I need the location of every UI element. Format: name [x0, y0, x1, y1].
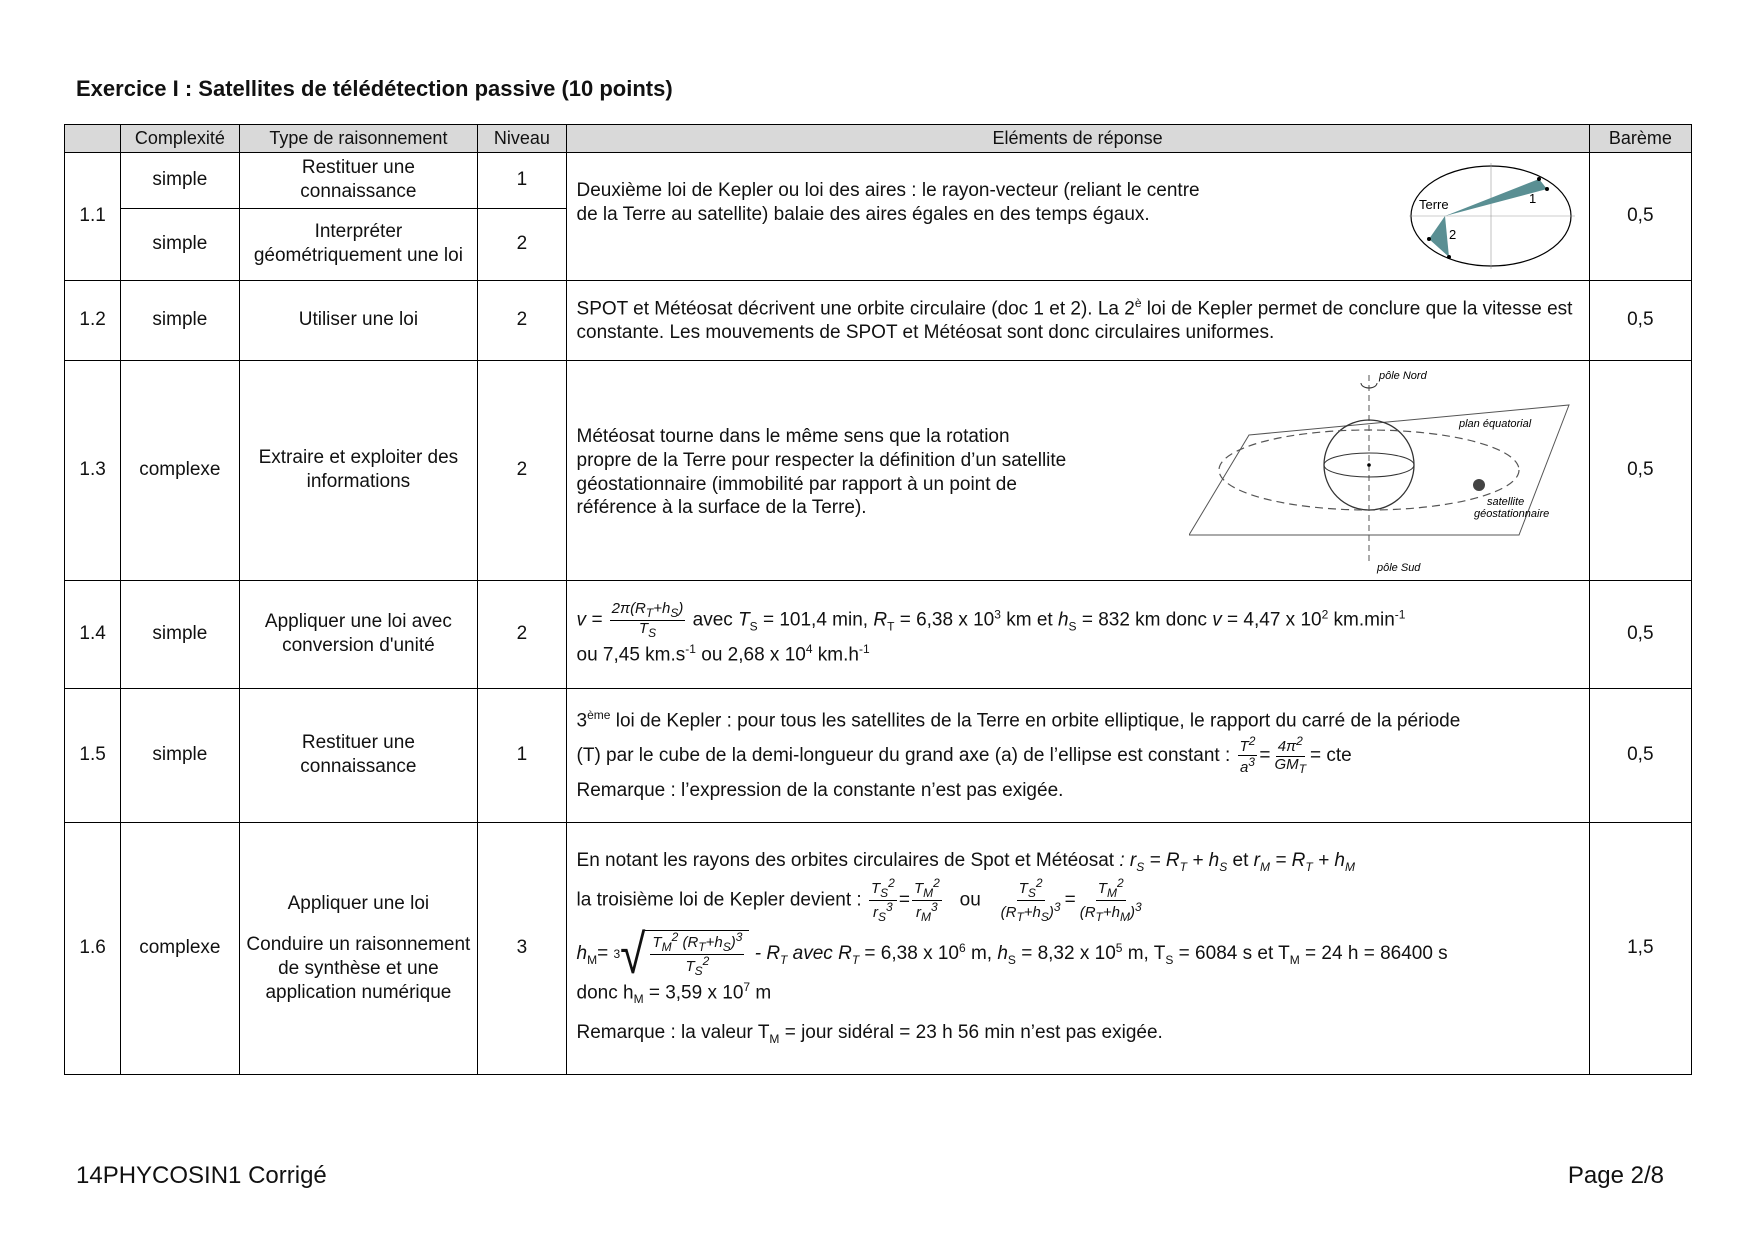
- answer-text: donc h: [576, 982, 634, 1004]
- fig-label-sud: pôle Sud: [1376, 562, 1421, 574]
- row-number: 1.1: [65, 152, 121, 280]
- subscript: S: [670, 605, 679, 620]
- superscript: 2: [1248, 733, 1256, 748]
- frac-text: ): [1048, 903, 1054, 921]
- answer-line: la troisième loi de Kepler devient : $\frac{T_S^2}{r_S^3}$ = $\frac{T_M^2}{r_M^3}$ ou $\frac{T_S^2}{(R_T+h_S)^3}$ = $\frac{T_M^2}{(R_T+h_M)^3}$: [576, 875, 1142, 924]
- table-row: [65, 688, 1692, 822]
- answer-text: = jour sidéral = 23 h 56 min n’est pas exigée.: [779, 1022, 1163, 1044]
- level-cell: 1: [478, 688, 566, 822]
- frac-text: a: [1239, 759, 1249, 777]
- answer-text: + h: [1312, 849, 1345, 871]
- answer-cell: [566, 280, 1589, 360]
- kepler-fraction-b: [1273, 735, 1309, 776]
- bareme-cell: 0,5: [1589, 360, 1691, 580]
- superscript: è: [1134, 295, 1142, 310]
- answer-text: loi de Kepler permet de conclure que la vitesse est constante. Les mouvements de SPOT et Météosat sont donc circulaires uniformes.: [576, 297, 1573, 343]
- fraction-tm-rm: [912, 877, 942, 924]
- frac-text: 4π: [1277, 738, 1297, 756]
- superscript: 7: [743, 980, 751, 995]
- answer-cell: [566, 152, 1589, 280]
- answer-text: ou 7,45 km.s: [576, 644, 686, 666]
- header-type: Type de raisonnement: [239, 125, 478, 153]
- subscript: M: [587, 952, 598, 967]
- frac-text: GM: [1274, 755, 1299, 773]
- reasoning-cell: Restituer une connaissance: [239, 688, 478, 822]
- reasoning-text: Conduire un raisonnement de synthèse et une application numérique: [246, 934, 471, 1003]
- subscript: S: [1136, 859, 1145, 874]
- reasoning-cell: Extraire et exploiter des informations: [239, 360, 478, 580]
- answer-text: = R: [1144, 849, 1180, 871]
- superscript: -1: [858, 642, 870, 657]
- header-bareme: Barème: [1589, 125, 1691, 153]
- answer-text: m,: [965, 943, 998, 965]
- fraction-ts-rs: [869, 877, 897, 924]
- answer-line: [577, 849, 1579, 875]
- subscript: S: [1165, 952, 1174, 967]
- footer-document-id: 14PHYCOSIN1 Corrigé: [76, 1162, 327, 1189]
- formula-line: [577, 601, 1579, 640]
- answer-text: m, T: [1122, 943, 1166, 965]
- answer-text: ou: [959, 889, 981, 911]
- answer-cell: [566, 360, 1589, 580]
- answer-text: : r: [1119, 849, 1137, 871]
- answer-text: Météosat tourne dans le même sens que la rotation propre de la Terre pour respecter la définition d’un satellite géostationnaire (immobilité par rapport à un point de référence à la surface de la Terre).: [576, 426, 1067, 519]
- row-number: 1.2: [65, 280, 121, 360]
- velocity-fraction: [610, 601, 686, 640]
- bareme-cell: 1,5: [1589, 822, 1691, 1074]
- answer-text: la troisième loi de Kepler devient :: [576, 889, 867, 911]
- complexity-cell: simple: [121, 280, 239, 360]
- superscript: 3: [735, 929, 743, 944]
- fig-label-1: 1: [1528, 191, 1536, 206]
- level-cell: 3: [478, 822, 566, 1074]
- superscript: 3: [1248, 755, 1255, 770]
- row-number: 1.3: [65, 360, 121, 580]
- header-elements: Eléments de réponse: [566, 125, 1589, 153]
- table-row: [65, 580, 1692, 688]
- answer-cell: [566, 688, 1589, 822]
- superscript: 3: [1135, 899, 1142, 914]
- answer-text: = 832 km donc: [1076, 609, 1213, 631]
- subscript: S: [1040, 909, 1049, 924]
- answer-text: (T) par le cube de la demi-longueur du grand axe (a) de l’ellipse est constant :: [576, 744, 1236, 766]
- reasoning-cell: Interpréter géométriquement une loi: [239, 208, 478, 280]
- frac-text: +h: [1023, 903, 1041, 921]
- subscript: T: [1305, 859, 1313, 874]
- answer-text: = 3,59 x 10: [643, 982, 744, 1004]
- frac-text: (R: [1079, 903, 1096, 921]
- subscript: T: [887, 619, 895, 634]
- superscript: 2: [671, 929, 679, 944]
- answer-line: Remarque : l’expression de la constante n’est pas exigée.: [576, 779, 1064, 801]
- answer-text: ou 2,68 x 10: [695, 644, 806, 666]
- frac-text: T: [1239, 737, 1249, 755]
- cube-root: [613, 922, 749, 986]
- answer-text: km.min: [1328, 609, 1395, 631]
- superscript: 3: [994, 607, 1001, 622]
- subscript: M: [921, 909, 932, 924]
- level-cell: 2: [478, 580, 566, 688]
- reasoning-cell: [239, 822, 478, 1074]
- reasoning-text: Appliquer une loi: [287, 892, 430, 914]
- fraction-ts-rths: [999, 877, 1063, 924]
- answer-text: =: [597, 943, 609, 965]
- frac-text: (R: [678, 933, 699, 951]
- frac-text: T: [638, 619, 649, 637]
- answer-text: h: [997, 943, 1008, 965]
- subscript: S: [1007, 952, 1016, 967]
- subscript: S: [880, 885, 889, 900]
- subscript: M: [1106, 885, 1117, 900]
- frac-text: (R: [1000, 903, 1017, 921]
- complexity-cell: simple: [121, 152, 239, 208]
- subscript: S: [878, 909, 887, 924]
- frac-text: r: [916, 903, 922, 921]
- answer-text: km et: [1000, 609, 1058, 631]
- answer-text: = 8,32 x 10: [1015, 943, 1116, 965]
- subscript: S: [749, 619, 758, 634]
- level-cell: 2: [478, 280, 566, 360]
- bareme-cell: 0,5: [1589, 280, 1691, 360]
- complexity-cell: complexe: [121, 822, 239, 1074]
- answer-text: km.h: [812, 644, 859, 666]
- frac-text: +h: [705, 933, 723, 951]
- subscript: S: [1068, 619, 1077, 634]
- frac-text: T: [1018, 879, 1028, 897]
- superscript: 6: [958, 940, 966, 955]
- superscript: 4: [805, 642, 813, 657]
- level-cell: 2: [478, 208, 566, 280]
- fig-label-2: 2: [1448, 227, 1456, 242]
- frac-text: ): [1130, 903, 1135, 921]
- subscript: M: [661, 939, 672, 954]
- fig-label-terre: Terre: [1418, 197, 1449, 212]
- superscript: 3: [1053, 899, 1061, 914]
- correction-table: [64, 124, 1692, 1075]
- answer-text: loi de Kepler : pour tous les satellites de la Terre en orbite elliptique, le rapport du carré de la période: [610, 709, 1461, 731]
- subscript: M: [1120, 909, 1130, 924]
- level-cell: 2: [478, 360, 566, 580]
- answer-text: m: [750, 982, 772, 1004]
- level-cell: 1: [478, 152, 566, 208]
- subscript: M: [769, 1032, 780, 1047]
- complexity-cell: simple: [121, 580, 239, 688]
- frac-text: T: [913, 879, 924, 897]
- subscript: M: [1289, 952, 1300, 967]
- complexity-cell: simple: [121, 208, 239, 280]
- answer-text: v: [1212, 609, 1222, 631]
- subscript: T: [1016, 909, 1024, 924]
- subscript: S: [1219, 859, 1228, 874]
- frac-text: T: [870, 879, 881, 897]
- answer-text: En notant les rayons des orbites circulaires de Spot et Météosat: [576, 849, 1120, 871]
- complexity-cell: simple: [121, 688, 239, 822]
- frac-text: ): [678, 599, 684, 617]
- answer-text: SPOT et Météosat décrivent une orbite circulaire (doc 1 et 2). La 2: [576, 297, 1135, 319]
- superscript: -1: [685, 642, 696, 657]
- answer-line: [577, 980, 1579, 1007]
- reasoning-cell: Appliquer une loi avec conversion d'unité: [239, 580, 478, 688]
- subscript: M: [923, 885, 934, 900]
- frac-text: T: [1097, 879, 1107, 897]
- subscript: S: [648, 625, 657, 640]
- superscript: 3: [886, 899, 893, 914]
- subscript: T: [1179, 859, 1187, 874]
- bareme-cell: 0,5: [1589, 580, 1691, 688]
- subscript: T: [851, 952, 860, 967]
- complexity-cell: complexe: [121, 360, 239, 580]
- frac-text: +h: [1102, 903, 1120, 921]
- answer-text: = 4,47 x 10: [1221, 609, 1322, 631]
- subscript: T: [780, 952, 788, 967]
- answer-text: R: [873, 609, 888, 631]
- answer-line: [577, 1021, 1579, 1047]
- frac-text: 2π(R: [611, 599, 646, 617]
- fig-label-nord: pôle Nord: [1378, 370, 1427, 382]
- table-row: [65, 360, 1692, 580]
- subscript: T: [698, 939, 706, 954]
- header-niveau: Niveau: [478, 125, 566, 153]
- fraction-tm-rthm: [1078, 877, 1144, 924]
- answer-text: v =: [576, 609, 603, 631]
- subscript: T: [1095, 909, 1103, 924]
- reasoning-cell: Restituer une connaissance: [239, 152, 478, 208]
- superscript: -1: [1394, 607, 1406, 622]
- fig-label-plan: plan équatorial: [1458, 418, 1531, 430]
- table-row: [65, 280, 1692, 360]
- answer-text: avec: [687, 609, 739, 631]
- subscript: T: [645, 605, 654, 620]
- superscript: 2: [1296, 734, 1303, 749]
- answer-text: avec R: [787, 943, 852, 965]
- bareme-cell: 0,5: [1589, 688, 1691, 822]
- formula-line: [577, 642, 1579, 667]
- subscript: M: [1344, 859, 1355, 874]
- reasoning-cell: Utiliser une loi: [239, 280, 478, 360]
- answer-text: =: [1259, 744, 1271, 766]
- answer-text: 3: [576, 709, 588, 731]
- superscript: 2: [1116, 875, 1124, 890]
- answer-text: h: [576, 943, 588, 965]
- answer-text: Remarque : la valeur T: [576, 1022, 770, 1044]
- answer-text: et: [1227, 849, 1254, 871]
- subscript: S: [694, 964, 703, 979]
- table-row: [65, 152, 1692, 208]
- answer-text: Deuxième loi de Kepler ou loi des aires : le rayon-vecteur (reliant le centre de la Terre au satellite) balaie des aires égales en des temps égaux.: [576, 180, 1200, 225]
- header-complexite: Complexité: [121, 125, 239, 153]
- frac-text: T: [685, 958, 695, 976]
- answer-text: - R: [749, 943, 781, 965]
- answer-text: = 6084 s et T: [1173, 943, 1290, 965]
- answer-text: h: [1057, 609, 1069, 631]
- fig-label-satellite: satellite: [1486, 496, 1524, 508]
- superscript: 2: [933, 875, 940, 890]
- superscript: 2: [702, 954, 710, 969]
- answer-text: + h: [1187, 849, 1220, 871]
- answer-line: [577, 735, 1579, 777]
- frac-text: T: [652, 933, 662, 951]
- kepler-ellipse-figure: [1409, 161, 1579, 271]
- root-fraction: [650, 931, 744, 978]
- answer-text: = 101,4 min,: [757, 609, 874, 631]
- answer-cell: [566, 822, 1589, 1074]
- row-number: 1.4: [65, 580, 121, 688]
- answer-cell: [566, 580, 1589, 688]
- footer-page-number: Page 2/8: [1567, 1162, 1664, 1189]
- subscript: M: [633, 992, 644, 1007]
- superscript: 2: [888, 875, 895, 890]
- answer-text: = 6,38 x 10: [859, 943, 959, 965]
- subscript: M: [1259, 859, 1270, 874]
- bareme-cell: 0,5: [1589, 152, 1691, 280]
- frac-text: r: [873, 903, 879, 921]
- answer-line: [576, 922, 1579, 986]
- answer-text: T: [738, 609, 750, 631]
- kepler-fraction-a: [1238, 735, 1258, 777]
- superscript: 3: [931, 899, 938, 914]
- frac-text: +h: [653, 599, 671, 617]
- row-number: 1.6: [65, 822, 121, 1074]
- page-title: Exercice I : Satellites de télédétection passive (10 points): [76, 76, 673, 101]
- subscript: S: [1027, 885, 1036, 900]
- fig-label-geostationnaire: géostationnaire: [1473, 508, 1549, 520]
- table-row: [65, 822, 1692, 1074]
- subscript: T: [1298, 761, 1307, 776]
- root-symbol: √: [620, 922, 646, 986]
- frac-text: ): [730, 933, 736, 951]
- superscript: ème: [587, 707, 611, 722]
- row-number: 1.5: [65, 688, 121, 822]
- header-blank: [65, 125, 121, 153]
- header-row: [65, 125, 1692, 153]
- answer-text: = R: [1269, 849, 1306, 871]
- answer-text: = cte: [1310, 744, 1352, 766]
- superscript: 2: [1035, 875, 1043, 890]
- answer-text: r: [1253, 849, 1260, 871]
- superscript: 2: [1321, 607, 1329, 622]
- answer-text: = 6,38 x 10: [894, 609, 995, 631]
- answer-line: [577, 708, 1579, 733]
- superscript: 3: [613, 946, 621, 961]
- geostationary-figure: [1189, 365, 1579, 575]
- subscript: S: [722, 939, 731, 954]
- superscript: 5: [1115, 940, 1123, 955]
- answer-text: = 24 h = 86400 s: [1299, 943, 1448, 965]
